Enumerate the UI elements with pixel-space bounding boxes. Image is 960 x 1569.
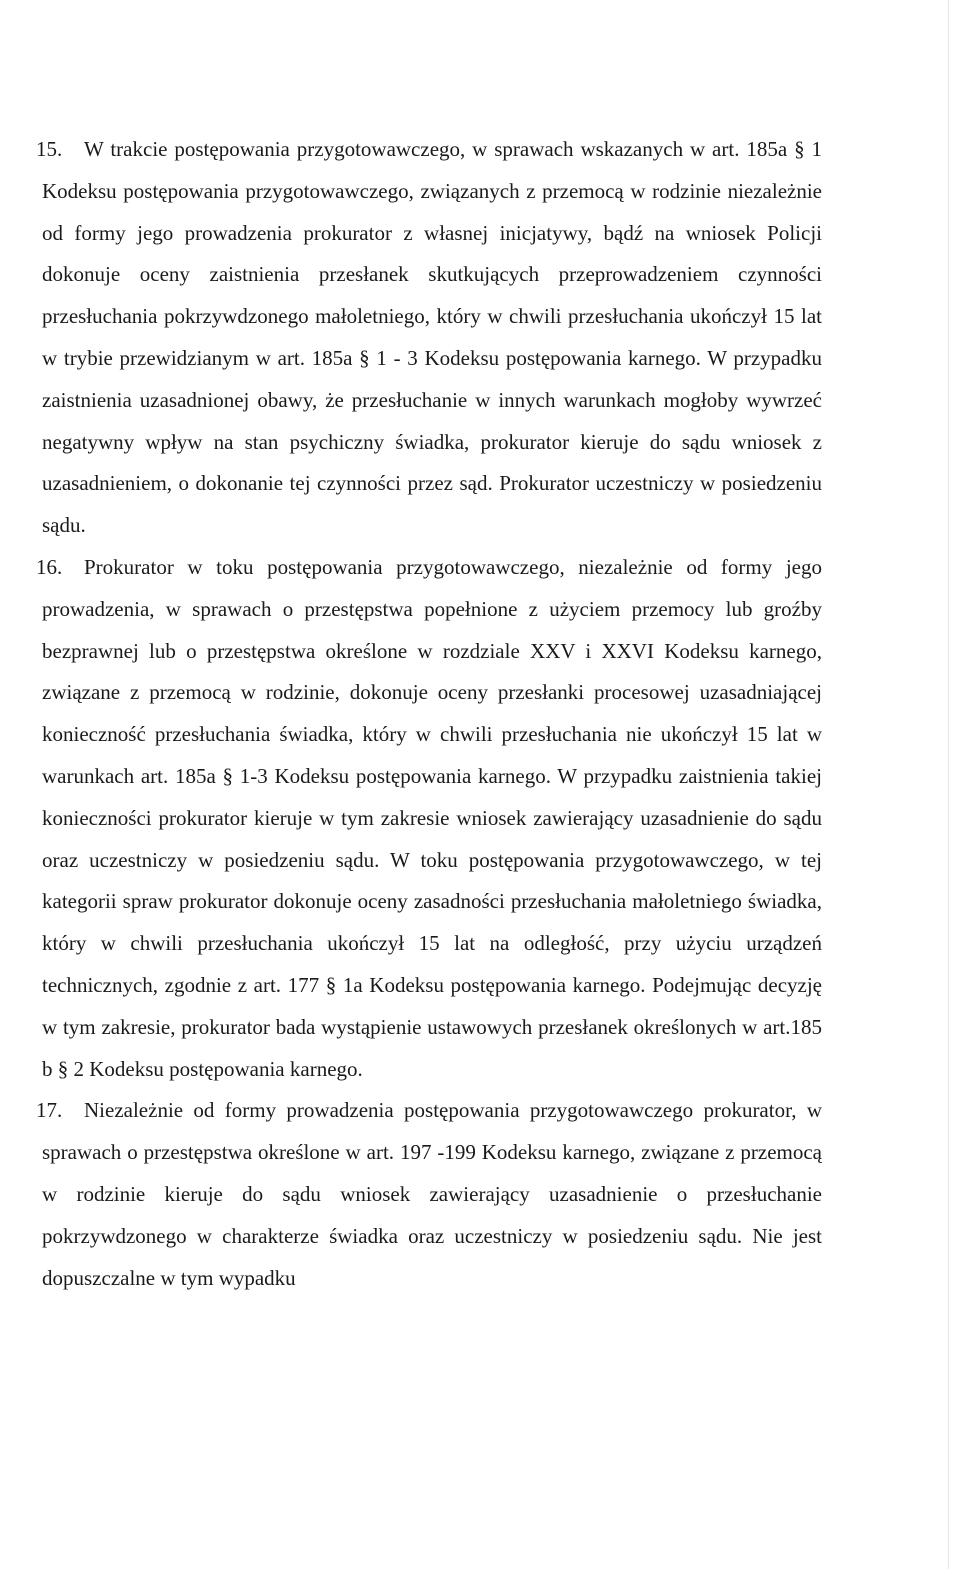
paragraph-number: 16. — [36, 554, 63, 579]
paragraph-text: Niezależnie od formy prowadzenia postępowania przygotowawczego prokurator, w sprawach o przestępstwa określone w art. 197 -199 Kodeksu karnego, związane z przemocą w rodzinie kieruje do sądu wniosek zawierający uzasadnienie o przesłuchanie pokrzywdzonego w charakterze świadka oraz uczestniczy w posiedzeniu sądu. Nie jest dopuszczalne w tym wypadku — [42, 1098, 822, 1290]
paragraph-text: Prokurator w toku postępowania przygotowawczego, niezależnie od formy jego prowadzenia, w sprawach o przestępstwa popełnione z użyciem przemocy lub groźby bezprawnej lub o przestępstwa określone w rozdziale XXV i XXVI Kodeksu karnego, związane z przemocą w rodzinie, dokonuje oceny przesłanki procesowej uzasadniającej konieczność przesłuchania świadka, który w chwili przesłuchania nie ukończył 15 lat w warunkach art. 185a § 1-3 Kodeksu postępowania karnego. W przypadku zaistnienia takiej konieczności prokurator kieruje w tym zakresie wniosek zawierający uzasadnienie do sądu oraz uczestniczy w posiedzeniu sądu. W toku postępowania przygotowawczego, w tej kategorii spraw prokurator dokonuje oceny zasadności przesłuchania małoletniego świadka, który w chwili przesłuchania ukończył 15 lat na odległość, przy użyciu urządzeń technicznych, zgodnie z art. 177 § 1a Kodeksu postępowania karnego. Podejmując decyzję w tym zakresie, prokurator bada wystąpienie ustawowych przesłanek określonych w art.185 b § 2 Kodeksu postępowania karnego. — [42, 554, 822, 1081]
paragraph-number: 15. — [36, 137, 63, 161]
list-item — [36, 129, 822, 547]
paragraph-number: 17. — [36, 1098, 63, 1123]
numbered-paragraph-list — [36, 129, 822, 1299]
list-item — [36, 547, 822, 1090]
page-edge-divider — [948, 0, 949, 1569]
paragraph-text: W trakcie postępowania przygotowawczego, w sprawach wskazanych w art. 185a § 1 Kodeksu postępowania przygotowawczego, związanych z przemocą w rodzinie niezależnie od formy jego prowadzenia prokurator z własnej inicjatywy, bądź na wniosek Policji dokonuje oceny zaistnienia przesłanek skutkujących przeprowadzeniem czynności przesłuchania pokrzywdzonego małoletniego, który w chwili przesłuchania ukończył 15 lat w trybie przewidzianym w art. 185a § 1 - 3 Kodeksu postępowania karnego. W przypadku zaistnienia uzasadnionej obawy, że przesłuchanie w innych warunkach mogłoby wywrzeć negatywny wpływ na stan psychiczny świadka, prokurator kieruje do sądu wniosek z uzasadnieniem, o dokonanie tej czynności przez sąd. Prokurator uczestniczy w posiedzeniu sądu. — [42, 137, 822, 538]
list-item — [36, 1090, 822, 1299]
